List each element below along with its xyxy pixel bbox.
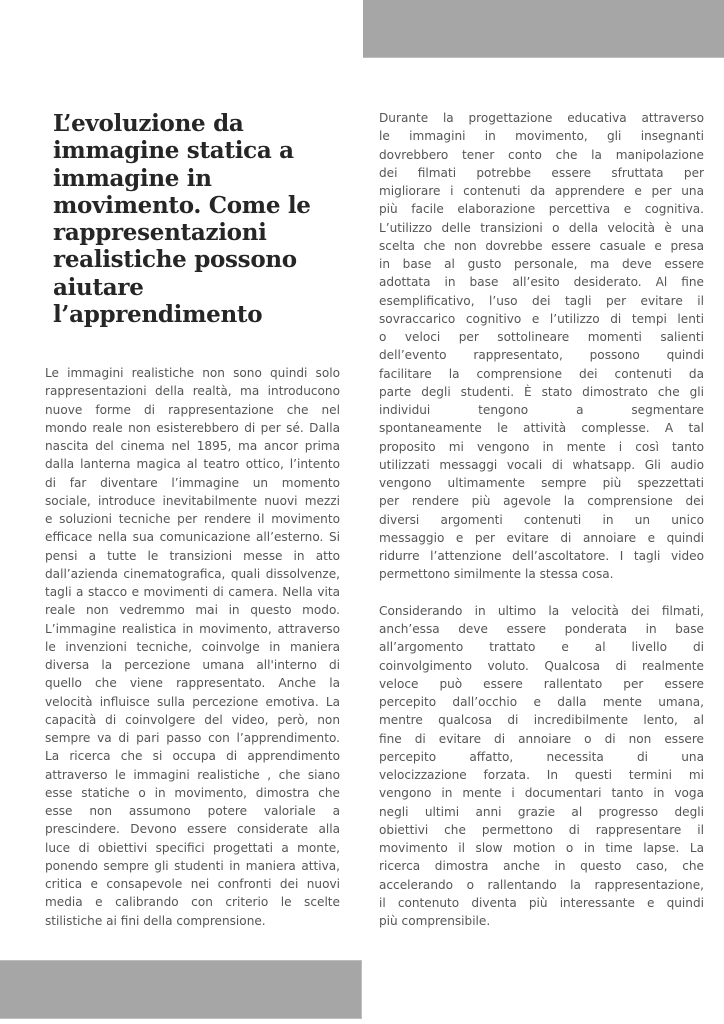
text-line: fine di evitare di annoiare o di non essere: [379, 731, 704, 746]
text-line: esemplificativo, l’uso dei tagli per evitare il: [379, 293, 704, 308]
left-column: [45, 364, 340, 930]
text-line: mondo reale non esisterebbero di per sé. Dalla: [45, 420, 340, 435]
text-line: individui tengono a segmentare: [379, 403, 704, 417]
text-line: La ricerca che si occupa di apprendimento: [45, 749, 340, 764]
text-line: messaggio e per evitare di annoiare e quindi: [379, 530, 704, 545]
text-line: sociale, introduce inevitabilmente nuovi mezzi: [45, 493, 340, 508]
title-line: immagine statica a: [53, 137, 294, 165]
text-line: le invenzioni tecniche, coinvolge in maniera: [45, 639, 340, 654]
text-line: diversa la percezione umana all'interno di: [45, 658, 340, 672]
top-decorative-bar: [363, 0, 724, 58]
text-line: Durante la progettazione educativa attraverso: [379, 111, 704, 125]
text-line: L’utilizzo delle transizioni o della velocità è una: [379, 220, 704, 235]
text-line: attraverso le immagini realistiche , che siano: [45, 767, 340, 782]
text-line: negli ultimi anni grazie al progresso degli: [379, 804, 704, 819]
right-column: [379, 109, 704, 930]
text-line: quello che viene rappresentato. Anche la: [45, 676, 340, 691]
text-line: pensi a tutte le transizioni messe in atto: [45, 548, 340, 563]
text-line: accelerando o rallentando la rappresentazione,: [379, 877, 704, 892]
title-line: l’apprendimento: [53, 301, 263, 329]
text-line: dell’evento rappresentato, possono quindi: [379, 348, 704, 363]
text-line: ridurre l’attenzione dell’ascoltatore. I tagli video: [379, 549, 704, 563]
text-line: tagli a stacco e movimenti di camera. Nella vita: [45, 585, 340, 599]
text-line: in base al gusto personale, ma deve essere: [379, 257, 704, 271]
title-line: aiutare: [53, 273, 144, 301]
text-line: più comprensibile.: [379, 914, 491, 928]
text-line: critica e consapevole nei confronti dei nuovi: [45, 877, 340, 891]
text-line: Le immagini realistiche non sono quindi solo: [45, 366, 340, 380]
text-line: dovrebbero tener conto che la manipolazione: [379, 147, 704, 162]
text-line: prescindere. Devono essere considerate alla: [45, 822, 340, 837]
right-paragraph-2: [379, 602, 704, 931]
text-line: proposito mi vengono in mente i così tanto: [379, 439, 704, 454]
text-line: sovraccarico cognitivo e l’utilizzo di tempi lenti: [379, 311, 704, 326]
text-line: dei filmati potrebbe essere sfruttata per: [379, 165, 704, 180]
text-line: movimento il slow motion o in time lapse. La: [379, 841, 704, 855]
text-line: il contenuto diventa più interessante e quindi: [379, 895, 704, 910]
title-line: rappresentazioni: [53, 219, 267, 247]
right-paragraph-1: [379, 109, 704, 584]
text-line: velocizzazione forzata. In questi termini mi: [379, 768, 704, 782]
text-line: utilizzati messaggi vocali di whatsapp. Gli audio: [379, 457, 704, 472]
text-line: adottata in base all’esito desiderato. Al fine: [379, 275, 704, 290]
text-line: percepito dall’occhio e dalla mente umana,: [379, 695, 704, 709]
text-line: scelta che non dovrebbe essere casuale e presa: [379, 238, 704, 253]
text-line: di far diventare l’immagine un momento: [45, 475, 340, 490]
text-line: nuove forme di rappresentazione che nel: [45, 402, 340, 417]
text-line: luce di obiettivi specifici progettati a monte,: [45, 840, 340, 855]
bottom-decorative-bar: [0, 960, 362, 1019]
text-line: le immagini in movimento, gli insegnanti: [379, 129, 704, 144]
title-line: realistiche possono: [53, 246, 297, 274]
text-line: obiettivi che permettono di rappresentare il: [379, 822, 704, 837]
title-line: immagine in: [53, 164, 212, 192]
text-line: migliorare i contenuti da apprendere e per una: [379, 184, 704, 198]
text-line: facilitare la comprensione dei contenuti da: [379, 366, 704, 381]
text-line: efficace nella sua comunicazione all’esterno. Si: [45, 530, 340, 545]
title-line: L’evoluzione da: [53, 110, 244, 137]
text-line: più facile elaborazione percettiva e cognitiva.: [379, 202, 704, 217]
text-line: veloce può essere rallentato per essere: [379, 676, 704, 691]
text-line: diversi argomenti contenuti in un unico: [379, 512, 704, 527]
text-line: vengono ultimamente sempre più spezzettati: [379, 476, 704, 490]
paragraph-gap: [379, 584, 704, 602]
text-line: percepito affatto, necessita di una: [379, 749, 704, 764]
text-line: nascita del cinema nel 1895, ma ancor prima: [45, 439, 340, 453]
text-line: ricerca dimostra anche in questo caso, che: [379, 859, 704, 874]
text-line: e soluzioni tecniche per rendere il movimento: [45, 512, 340, 526]
left-paragraph: [45, 364, 340, 930]
text-line: o veloci per sottolineare momenti salienti: [379, 330, 704, 344]
text-line: anch’essa deve essere ponderata in base: [379, 622, 704, 636]
text-line: vengono in mente i documentari tanto in voga: [379, 786, 704, 801]
title-line: movimento. Come le: [53, 191, 311, 219]
text-line: parte degli studenti. È stato dimostrato che gli: [379, 384, 704, 399]
text-line: spontaneamente le attività complesse. A tal: [379, 421, 704, 436]
text-line: media e calibrando con criterio le scelte: [45, 895, 340, 910]
text-line: capacità di coinvolgere del video, però, non: [45, 712, 340, 727]
text-line: dalla lanterna magica al teatro ottico, l’intento: [45, 457, 340, 472]
text-line: reale non vedremmo mai in questo modo.: [45, 603, 340, 618]
text-line: mentre qualcosa di incredibilmente lento, al: [379, 713, 704, 728]
text-line: esse statiche o in movimento, dimostra che: [45, 785, 340, 800]
text-line: dall’azienda cinematografica, quali dissolvenze,: [45, 566, 340, 581]
text-line: Considerando in ultimo la velocità dei filmati,: [379, 603, 704, 618]
text-line: L’immagine realistica in movimento, attraverso: [45, 621, 340, 636]
article-title: [53, 110, 353, 328]
text-line: velocità influisce sulla percezione emotiva. La: [45, 694, 340, 709]
text-line: per rendere più agevole la comprensione dei: [379, 494, 704, 509]
text-line: permettono similmente la stessa cosa.: [379, 567, 614, 582]
text-line: coinvolgimento voluto. Qualcosa di realmente: [379, 658, 704, 673]
text-line: esse non assumono potere valoriale a: [45, 804, 340, 818]
text-line: sempre va di pari passo con l’apprendimento.: [45, 731, 340, 745]
text-line: stilistiche ai fini della comprensione.: [45, 913, 266, 928]
text-line: all’argomento trattato e al livello di: [379, 640, 704, 655]
text-line: rappresentazioni della realtà, ma introducono: [45, 384, 340, 399]
text-line: ponendo sempre gli studenti in maniera attiva,: [45, 858, 340, 873]
